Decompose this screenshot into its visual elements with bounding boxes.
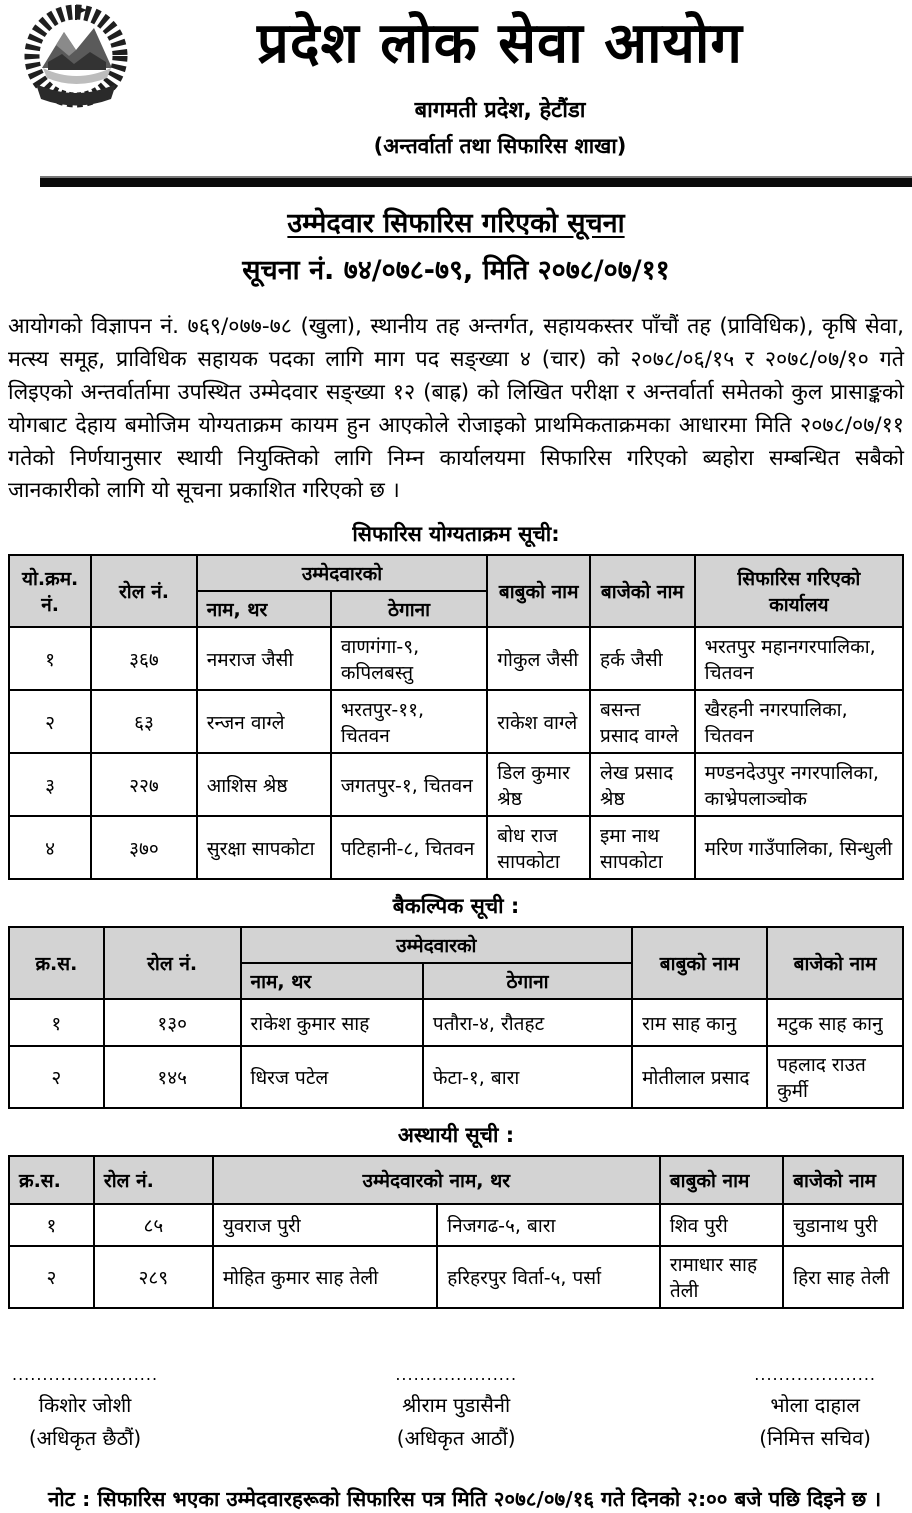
table-row [9, 1246, 903, 1308]
cell-father: शिव पुरी [660, 1204, 783, 1246]
signature-title: (निमित्त सचिव) [759, 1426, 871, 1451]
table-row [9, 816, 903, 879]
cell-roll: ६३ [91, 690, 196, 753]
signature-row [0, 1367, 912, 1451]
cell-grandfather: चुडानाथ पुरी [783, 1204, 903, 1246]
notice-number: सूचना नं. ७४/०७८-७९, मिति २०७८/०७/११ [242, 255, 670, 286]
section-heading-recommended: सिफारिस योग्यताक्रम सूची: [352, 522, 560, 547]
cell-address: जगतपुर-१, चितवन [331, 753, 487, 816]
cell-roll: ८५ [94, 1204, 213, 1246]
signature-dots: ........................ [12, 1365, 159, 1385]
col-header-sn: यो.क्रम. नं. [9, 555, 91, 627]
signature-dots: .................... [754, 1365, 876, 1385]
table-row [9, 627, 903, 690]
cell-grandfather: पहलाद राउत कुर्मी [767, 1046, 903, 1108]
table-row [9, 999, 903, 1046]
cell-grandfather: बसन्त प्रसाद वाग्ले [590, 690, 695, 753]
cell-name: धिरज पटेल [241, 1046, 423, 1108]
cell-address: पटिहानी-८, चितवन [331, 816, 487, 879]
temporary-table [8, 1155, 904, 1309]
cell-roll: १४५ [104, 1046, 241, 1108]
cell-roll: १३० [104, 999, 241, 1046]
cell-address: पतौरा-४, रौतहट [423, 999, 632, 1046]
table-row [9, 1204, 903, 1246]
cell-address: फेटा-१, बारा [423, 1046, 632, 1108]
cell-name: युवराज पुरी [213, 1204, 437, 1246]
cell-sn: २ [9, 1246, 94, 1308]
signature-title: (अधिकृत आठौं) [396, 1426, 516, 1451]
nepal-emblem-logo [12, 4, 140, 118]
col-header-roll: रोल नं. [94, 1156, 213, 1204]
col-header-grandfather: बाजेको नाम [590, 555, 695, 627]
cell-name: नमराज जैसी [197, 627, 331, 690]
col-header-candidate: उम्मेदवारको [241, 927, 633, 963]
cell-father: राम साह कानु [632, 999, 767, 1046]
cell-address: भरतपुर-११, चितवन [331, 690, 487, 753]
col-header-candidate-name: उम्मेदवारको नाम, थर [213, 1156, 660, 1204]
cell-name: राकेश कुमार साह [241, 999, 423, 1046]
col-header-father: बाबुको नाम [487, 555, 590, 627]
branch-line: (अन्तर्वार्ता तथा सिफारिस शाखा) [373, 134, 627, 158]
cell-office: मरिण गाउँपालिका, सिन्धुली [695, 816, 903, 879]
cell-father: रामाधार साह तेली [660, 1246, 783, 1308]
recommended-table [8, 554, 904, 880]
alternative-table [8, 926, 904, 1109]
col-header-name: नाम, थर [241, 963, 423, 999]
table-row [9, 753, 903, 816]
cell-roll: २८९ [94, 1246, 213, 1308]
cell-sn: २ [9, 690, 91, 753]
col-header-candidate: उम्मेदवारको [197, 555, 488, 591]
cell-name: सुरक्षा सापकोटा [197, 816, 331, 879]
cell-father: मोतीलाल प्रसाद [632, 1046, 767, 1108]
cell-address: हरिहरपुर विर्ता-५, पर्सा [437, 1246, 660, 1308]
col-header-roll: रोल नं. [104, 927, 241, 999]
cell-sn: १ [9, 999, 104, 1046]
col-header-roll: रोल नं. [91, 555, 196, 627]
cell-grandfather: हर्क जैसी [590, 627, 695, 690]
signature-name: किशोर जोशी [38, 1393, 132, 1418]
address-line: बागमती प्रदेश, हेटौंडा [414, 98, 586, 123]
cell-name: आशिस श्रेष्ठ [197, 753, 331, 816]
letterhead-text [88, 8, 912, 160]
footer-note: नोट : सिफारिस भएका उम्मेदवारहरूको सिफारिस पत्र मिति २०७८/०७/१६ गते दिनको २:०० बजे पछि दिइने छ । [48, 1487, 882, 1512]
cell-grandfather: मटुक साह कानु [767, 999, 903, 1046]
cell-sn: २ [9, 1046, 104, 1108]
cell-office: मण्डनदेउपुर नगरपालिका, काभ्रेपलाञ्चोक [695, 753, 903, 816]
signature-dots: .................... [395, 1365, 518, 1385]
table-row [9, 1046, 903, 1108]
col-header-father: बाबुको नाम [660, 1156, 783, 1204]
signature-block-center [395, 1367, 517, 1451]
cell-roll: ३६७ [91, 627, 196, 690]
cell-father: गोकुल जैसी [487, 627, 590, 690]
cell-office: भरतपुर महानगरपालिका, चितवन [695, 627, 903, 690]
cell-name: मोहित कुमार साह तेली [213, 1246, 437, 1308]
cell-sn: १ [9, 1204, 94, 1246]
signature-block-left [12, 1367, 158, 1451]
table-row [9, 690, 903, 753]
cell-roll: २२७ [91, 753, 196, 816]
col-header-address: ठेगाना [331, 591, 487, 627]
cell-address: वाणगंगा-९, कपिलबस्तु [331, 627, 487, 690]
signature-name: भोला दाहाल [770, 1393, 860, 1418]
divider-bar [40, 176, 912, 187]
cell-father: बोध राज सापकोटा [487, 816, 590, 879]
cell-father: डिल कुमार श्रेष्ठ [487, 753, 590, 816]
col-header-grandfather: बाजेको नाम [767, 927, 903, 999]
signature-block-right [754, 1367, 876, 1451]
letterhead [0, 0, 912, 160]
col-header-sn: क्र.स. [9, 1156, 94, 1204]
col-header-name: नाम, थर [197, 591, 331, 627]
col-header-father: बाबुको नाम [632, 927, 767, 999]
cell-address: निजगढ-५, बारा [437, 1204, 660, 1246]
signature-title: (अधिकृत छैठौं) [28, 1426, 142, 1451]
cell-grandfather: इमा नाथ सापकोटा [590, 816, 695, 879]
cell-office: खैरहनी नगरपालिका, चितवन [695, 690, 903, 753]
col-header-address: ठेगाना [423, 963, 632, 999]
col-header-office: सिफारिस गरिएको कार्यालय [695, 555, 903, 627]
cell-grandfather: लेख प्रसाद श्रेष्ठ [590, 753, 695, 816]
signature-name: श्रीराम पुडासैनी [402, 1393, 511, 1418]
cell-roll: ३७० [91, 816, 196, 879]
col-header-sn: क्र.स. [9, 927, 104, 999]
cell-sn: ४ [9, 816, 91, 879]
notice-title: उम्मेदवार सिफारिस गरिएको सूचना [287, 208, 625, 239]
org-name: प्रदेश लोक सेवा आयोग [257, 10, 743, 76]
cell-grandfather: हिरा साह तेली [783, 1246, 903, 1308]
cell-sn: ३ [9, 753, 91, 816]
col-header-grandfather: बाजेको नाम [783, 1156, 903, 1204]
notice-body: आयोगको विज्ञापन नं. ७६९/०७७-७८ (खुला), स्थानीय तह अन्तर्गत, सहायकस्तर पाँचौं तह (प्राविधिक), कृषि सेवा, मत्स्य समूह, प्राविधिक सहायक पदका लागि माग पद सङ्ख्या ४ (चार) को २०७८/०६/१५ र २०७८/०७/१० गते लिइएको अन्तर्वार्तामा उपस्थित उम्मेदवार सङ्ख्या १२ (बाह्र) को लिखित परीक्षा र अन्तर्वार्ता समेतको कुल प्रासाङ्कको योगबाट देहाय बमोजिम योग्यताक्रम कायम हुन आएकोले रोजाइको प्राथमिकताक्रमका आधारमा मिति २०७८/०७/११ गतेको निर्णयानुसार स्थायी नियुक्तिको लागि निम्न कार्यालयमा सिफारिस गरिएको ब्यहोरा सम्बन्धित सबैको जानकारीको लागि यो सूचना प्रकाशित गरिएको छ । [8, 314, 904, 504]
cell-father: राकेश वाग्ले [487, 690, 590, 753]
section-heading-temporary: अस्थायी सूची : [397, 1123, 515, 1148]
cell-sn: १ [9, 627, 91, 690]
cell-name: रन्जन वाग्ले [197, 690, 331, 753]
section-heading-alternative: बैकल्पिक सूची : [392, 894, 520, 919]
